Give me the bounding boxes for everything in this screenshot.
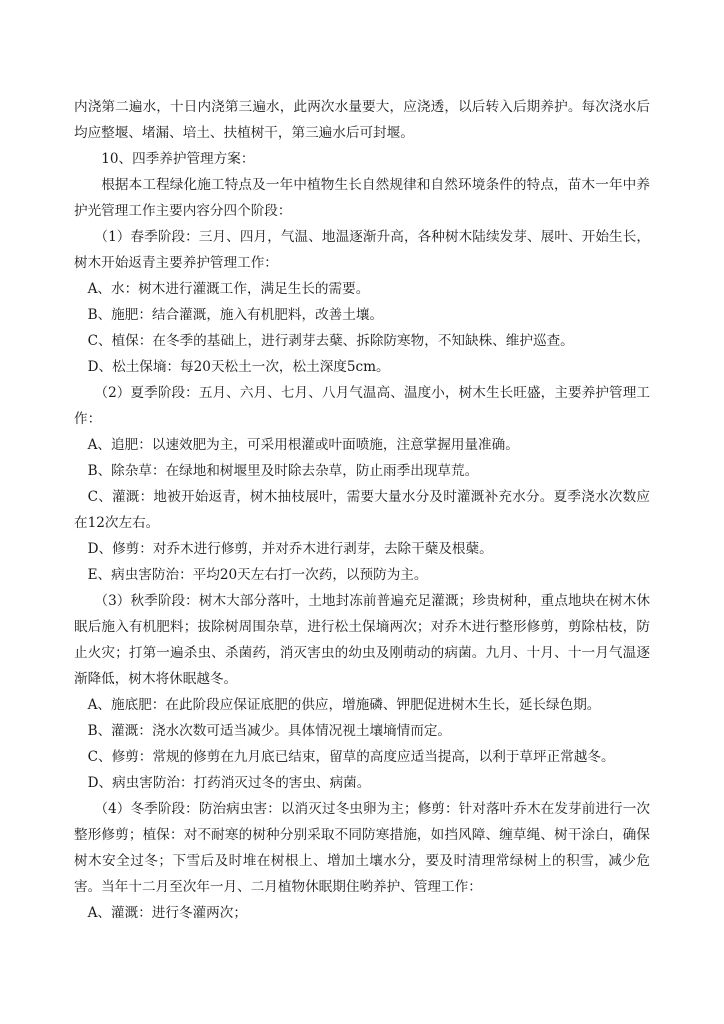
list-item-spring-d: D、松土保墒：每20天松土一次，松土深度5cm。 <box>87 359 390 375</box>
list-item-summer-c: C、灌溉：地被开始返青，树木抽枝展叶，需要大量水分及时灌溉补充水分。夏季浇水次数应在12次左右。 <box>74 489 650 531</box>
list-item-summer-d: D、修剪：对乔木进行修剪，并对乔木进行剥芽，去除干蘖及根蘖。 <box>87 541 493 557</box>
paragraph-summer-stage: （2）夏季阶段：五月、六月、七月、八月气温高、温度小，树木生长旺盛，主要养护管理工作： <box>74 385 650 427</box>
list-item-autumn-b: B、灌溉：浇水次数可适当减少。具体情况视土壤墒情而定。 <box>87 723 452 739</box>
paragraph-watering-continued: 内浇第二遍水，十日内浇第三遍水，此两次水量要大，应浇透，以后转入后期养护。每次浇水后均应整堰、堵漏、培土、扶植树干，第三遍水后可封堰。 <box>74 99 650 141</box>
paragraph-intro: 根据本工程绿化施工特点及一年中植物生长自然规律和自然环境条件的特点，苗木一年中养护光管理工作主要内容分四个阶段： <box>74 177 650 219</box>
list-item-summer-a: A、追肥：以速效肥为主，可采用根灌或叶面喷施，注意掌握用量准确。 <box>87 437 519 453</box>
list-item-summer-e: E、病虫害防治：平均20天左右打一次药，以预防为主。 <box>87 567 428 583</box>
section-heading-seasonal-care: 10、四季养护管理方案： <box>101 151 255 167</box>
list-item-autumn-d: D、病虫害防治：打药消灭过冬的害虫、病菌。 <box>87 775 371 791</box>
list-item-autumn-a: A、施底肥：在此阶段应保证底肥的供应，增施磷、钾肥促进树木生长，延长绿色期。 <box>87 697 601 713</box>
list-item-autumn-c: C、修剪：常规的修剪在九月底已结束，留草的高度应适当提高，以利于草坪正常越冬。 <box>87 749 615 765</box>
paragraph-spring-stage: （1）春季阶段：三月、四月，气温、地温逐渐升高，各种树木陆续发芽、展叶、开始生长，树木开始返青主要养护管理工作： <box>74 229 650 271</box>
list-item-spring-b: B、施肥：结合灌溉，施入有机肥料，改善土壤。 <box>87 307 384 323</box>
list-item-summer-b: B、除杂草：在绿地和树堰里及时除去杂草，防止雨季出现草荒。 <box>87 463 479 479</box>
paragraph-winter-stage: （4）冬季阶段：防治病虫害：以消灭过冬虫卵为主；修剪：针对落叶乔木在发芽前进行一次整形修剪；植保：对不耐寒的树种分别采取不同防寒措施，如挡风障、缠草绳、树干涂白，确保树木安全过冬；下雪后及时堆在树根上、增加土壤水分，要及时清理常绿树上的积雪，减少危害。当年十二月至次年一月、二月植物休眠期住哟养护、管理工作： <box>74 801 650 895</box>
list-item-winter-a: A、灌溉：进行冬灌两次； <box>87 905 247 921</box>
document-page <box>74 94 650 926</box>
paragraph-autumn-stage: （3）秋季阶段：树木大部分落叶，土地封冻前普遍充足灌溉；珍贵树种，重点地块在树木休眠后施入有机肥料；拔除树周围杂草，进行松土保墒两次；对乔木进行整形修剪，剪除枯枝，防止火灾；打第一遍杀虫、杀菌药，消灭害虫的幼虫及刚萌动的病菌。九月、十月、十一月气温逐渐降低，树木将休眠越冬。 <box>74 593 650 687</box>
list-item-spring-c: C、植保：在冬季的基础上，进行剥芽去蘖、拆除防寒物，不知缺株、维护巡查。 <box>87 333 574 349</box>
list-item-spring-a: A、水：树木进行灌溉工作，满足生长的需要。 <box>87 281 370 297</box>
